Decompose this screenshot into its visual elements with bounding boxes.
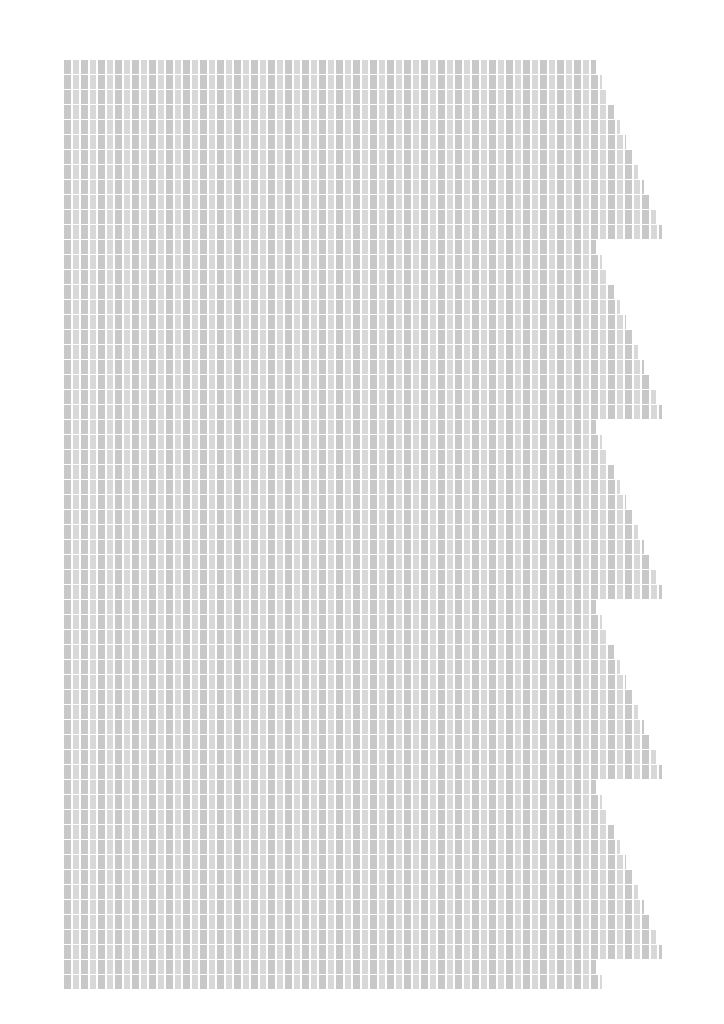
text-line: [64, 420, 596, 434]
text-line: [64, 960, 596, 974]
text-line: [64, 615, 602, 629]
text-line: [64, 495, 626, 509]
text-line: [64, 480, 620, 494]
text-line: [64, 525, 638, 539]
text-line: [64, 135, 626, 149]
text-line: [64, 795, 602, 809]
text-line: [64, 660, 620, 674]
text-line: [64, 300, 620, 314]
text-line: [64, 435, 602, 449]
text-line: [64, 285, 614, 299]
text-line: [64, 975, 602, 989]
text-line: [64, 690, 632, 704]
text-line: [64, 765, 662, 779]
text-line: [64, 600, 596, 614]
text-line: [64, 405, 662, 419]
text-line: [64, 240, 596, 254]
text-line: [64, 465, 614, 479]
text-line: [64, 930, 656, 944]
text-line: [64, 645, 614, 659]
text-line: [64, 270, 608, 284]
text-line: [64, 120, 620, 134]
text-line: [64, 330, 632, 344]
text-line: [64, 195, 650, 209]
text-line: [64, 585, 662, 599]
text-line: [64, 450, 608, 464]
text-line: [64, 750, 656, 764]
text-line: [64, 570, 656, 584]
text-line: [64, 90, 608, 104]
text-line: [64, 360, 644, 374]
text-line: [64, 720, 644, 734]
text-line: [64, 210, 656, 224]
text-line: [64, 540, 644, 554]
text-line: [64, 105, 614, 119]
text-line: [64, 60, 596, 74]
text-line: [64, 945, 662, 959]
text-line: [64, 825, 614, 839]
text-line: [64, 555, 650, 569]
text-line: [64, 735, 650, 749]
text-line: [64, 870, 632, 884]
text-line: [64, 165, 638, 179]
text-line: [64, 75, 602, 89]
text-line: [64, 150, 632, 164]
text-line: [64, 840, 620, 854]
text-line: [64, 375, 650, 389]
text-line: [64, 225, 662, 239]
text-line: [64, 855, 626, 869]
text-line: [64, 810, 608, 824]
text-line: [64, 255, 602, 269]
text-line: [64, 510, 632, 524]
text-line: [64, 915, 650, 929]
text-line: [64, 315, 626, 329]
text-line: [64, 390, 656, 404]
text-line: [64, 705, 638, 719]
text-line: [64, 180, 644, 194]
garbled-text-block: [64, 60, 668, 985]
text-line: [64, 345, 638, 359]
text-line: [64, 780, 596, 794]
text-line: [64, 675, 626, 689]
text-line: [64, 900, 644, 914]
text-line: [64, 630, 608, 644]
text-line: [64, 885, 638, 899]
